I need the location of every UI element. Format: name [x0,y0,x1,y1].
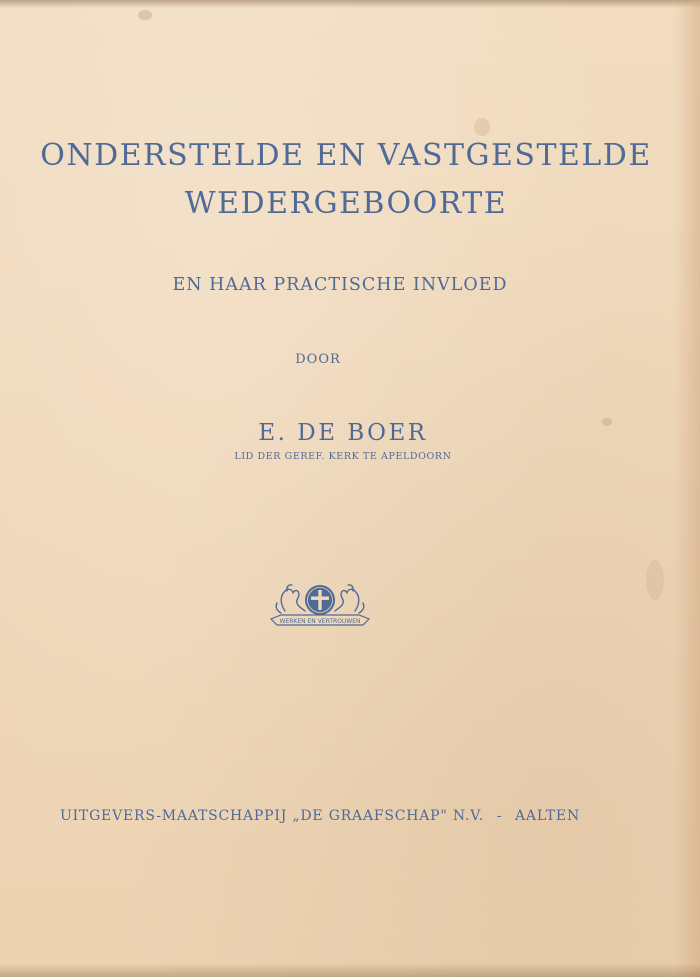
paper-edge-bottom [0,963,700,977]
publisher-line [60,808,580,824]
publisher-separator: - [496,808,503,824]
publisher-name: UITGEVERS-MAATSCHAPPIJ „DE GRAAFSCHAP" N.V. [60,808,485,824]
emblem-motto: WERKEN EN VERTROUWEN [279,618,361,625]
paper-stain [474,118,490,136]
by-label: DOOR [295,352,341,367]
title-line-1: ONDERSTELDE EN VASTGESTELDE [40,138,652,173]
author-affiliation: LID DER GEREF. KERK TE APELDOORN [234,451,452,462]
paper-stain [646,560,664,600]
title-line-2: WEDERGEBOORTE [184,186,508,221]
publisher-emblem-lions-shield-icon [265,575,375,631]
paper-stain [138,10,152,20]
subtitle: EN HAAR PRACTISCHE INVLOED [172,275,508,295]
author-name: E. DE BOER [258,420,428,446]
paper-edge-top [0,0,700,8]
publisher-city: AALTEN [515,808,580,824]
